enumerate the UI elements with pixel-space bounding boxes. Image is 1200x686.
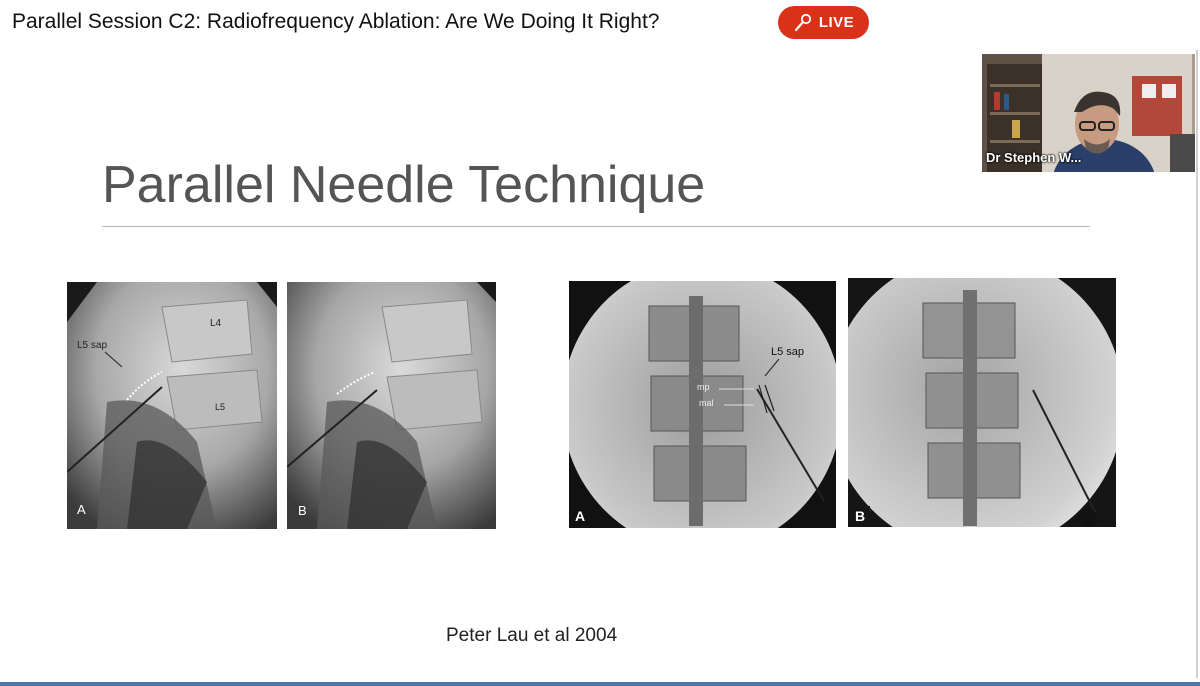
slide-right-border [1196, 50, 1198, 678]
live-badge[interactable] [778, 6, 869, 39]
panel-label-1b: B [298, 503, 307, 518]
slide-citation: Peter Lau et al 2004 [446, 625, 618, 646]
speaker-name: Dr Stephen W... [986, 150, 1082, 165]
fluoroscopy-image-1b [287, 282, 496, 529]
fluoroscopy-image-2b [848, 278, 1116, 527]
slide-title: Parallel Needle Technique [102, 156, 706, 214]
live-label: LIVE [818, 14, 855, 31]
session-title: Parallel Session C2: Radiofrequency Ablation: Are We Doing It Right? [12, 10, 660, 33]
title-divider [102, 226, 1090, 227]
top-bar [0, 0, 1200, 44]
panel-label-2a: A [575, 508, 586, 524]
label-l5-sap-1: L5 sap [77, 340, 108, 351]
panel-label-2b: B [855, 508, 866, 524]
fluoroscopy-image-1a [67, 282, 277, 529]
label-l5: L5 [215, 402, 226, 412]
label-mal: mal [699, 398, 714, 408]
bottom-progress-bar [0, 682, 1200, 686]
panel-label-1a: A [77, 502, 86, 517]
microphone-icon [793, 13, 813, 33]
label-mp: mp [697, 382, 710, 392]
label-l4: L4 [210, 318, 222, 329]
label-l5-sap-2: L5 sap [771, 346, 805, 358]
